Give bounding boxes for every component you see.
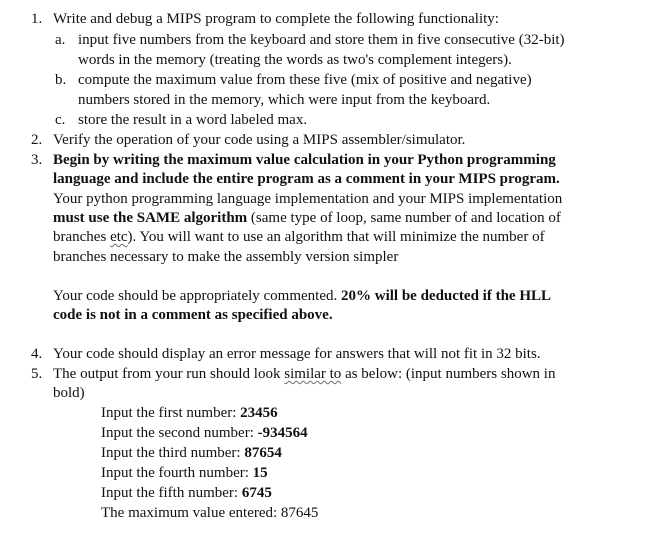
item-4-number: 4. [31, 346, 43, 362]
item-1-text: Write and debug a MIPS program to complete the following functionality: [53, 11, 499, 27]
item-5-number: 5. [31, 366, 43, 382]
item-1b-line-1: compute the maximum value from these five (mix of positive and negative) [78, 72, 532, 88]
item-1a-letter: a. [55, 32, 66, 48]
item-3-number: 3. [31, 152, 43, 168]
item-3-line-6: branches necessary to make the assembly version simpler [53, 249, 399, 265]
sample-result-line: The maximum value entered: 87645 [101, 505, 319, 521]
comment-note-line-2: code is not in a comment as specified above. [53, 307, 333, 323]
comment-note-line-1: Your code should be appropriately commented. 20% will be deducted if the HLL [53, 288, 552, 304]
sample-output-line: Input the fourth number: 15 [101, 465, 268, 481]
spellcheck-similar-to: similar to [284, 366, 342, 382]
item-3-line-5: branches etc). You will want to use an algorithm that will minimize the number of [53, 229, 545, 245]
item-3-line-4: must use the SAME algorithm (same type of loop, same number of and location of [53, 210, 561, 226]
item-3-line-3: Your python programming language implementation and your MIPS implementation [53, 191, 563, 207]
item-1a-line-2: words in the memory (treating the words as two's complement integers). [78, 52, 512, 68]
item-2-text: Verify the operation of your code using a MIPS assembler/simulator. [53, 132, 466, 148]
item-1c-letter: c. [55, 112, 66, 128]
item-3-line-1: Begin by writing the maximum value calculation in your Python programming [53, 152, 556, 168]
item-2-number: 2. [31, 132, 43, 148]
item-3-line-2: language and include the entire program as a comment in your MIPS program. [53, 171, 560, 187]
sample-output-line: Input the fifth number: 6745 [101, 485, 272, 501]
sample-output-line: Input the third number: 87654 [101, 445, 282, 461]
item-4-text: Your code should display an error message for answers that will not fit in 32 bits. [53, 346, 541, 362]
sample-output-line: Input the second number: -934564 [101, 425, 308, 441]
spellcheck-etc: etc [110, 229, 128, 245]
item-1c-line-1: store the result in a word labeled max. [78, 112, 308, 128]
item-5-line-2: bold) [53, 385, 85, 401]
item-1b-letter: b. [55, 72, 67, 88]
item-1-number: 1. [31, 11, 43, 27]
item-5-line-1: The output from your run should look similar to as below: (input numbers shown in [53, 366, 556, 382]
item-1b-line-2: numbers stored in the memory, which were input from the keyboard. [78, 92, 491, 108]
sample-output-line: Input the first number: 23456 [101, 405, 278, 421]
item-1a-line-1: input five numbers from the keyboard and store them in five consecutive (32-bit) [78, 32, 565, 48]
